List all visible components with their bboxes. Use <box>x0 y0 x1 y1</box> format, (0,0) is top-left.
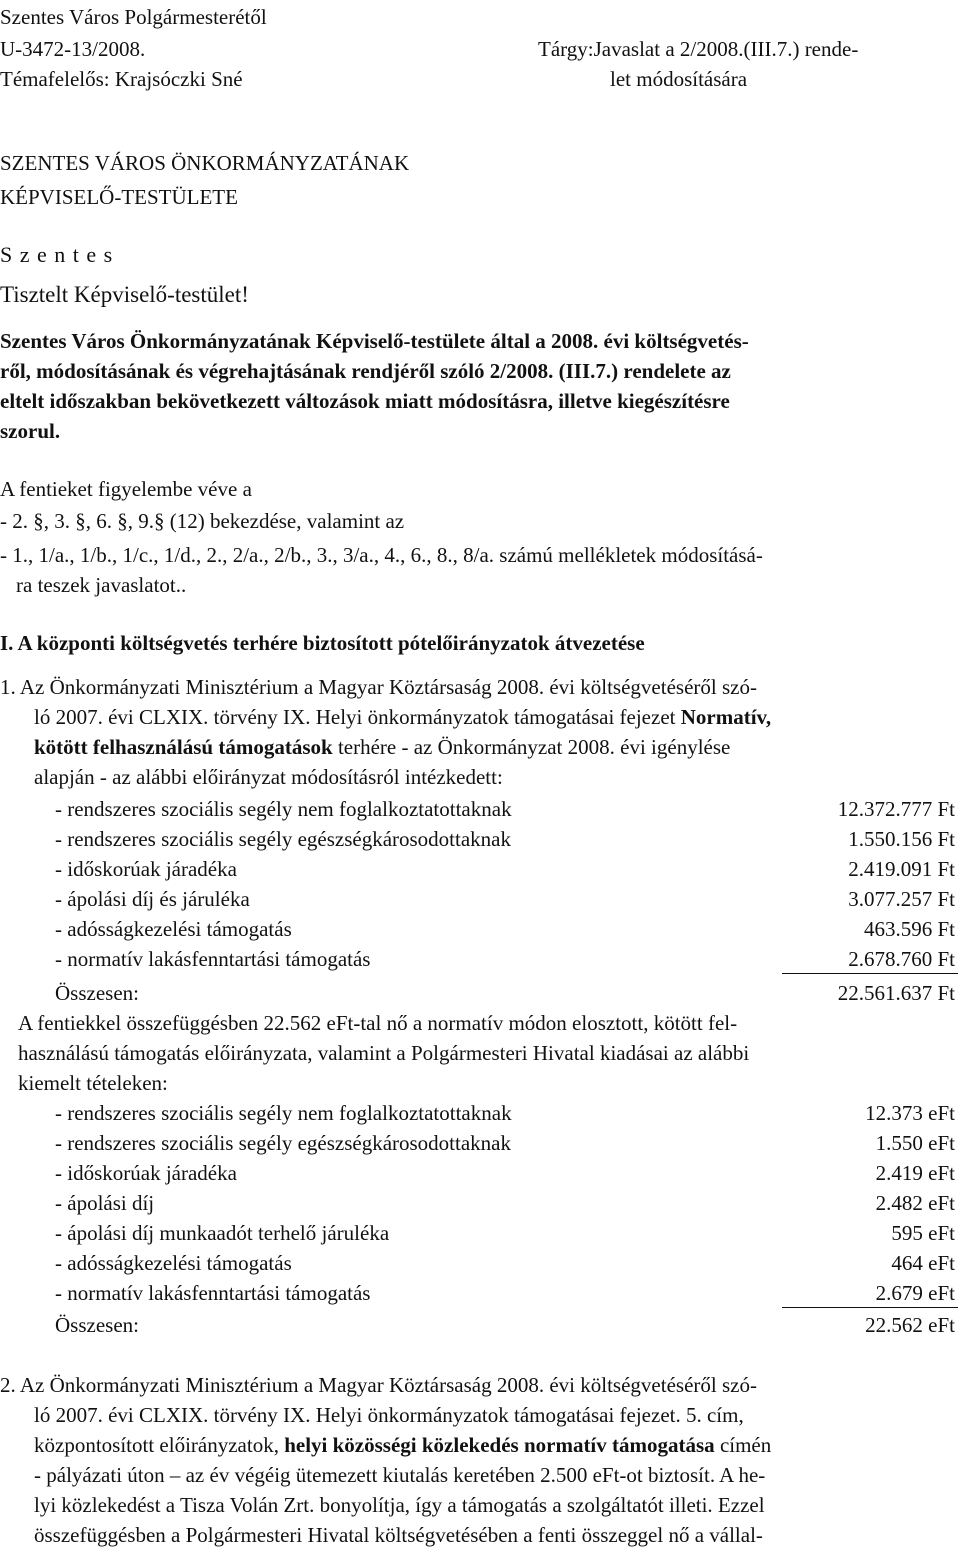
table-row: - ápolási díj 2.482 eFt <box>55 1191 955 1215</box>
section-1-paragraph-line-3: kötött felhasználású támogatások terhére - az Önkormányzat 2008. évi igénylése <box>34 735 731 759</box>
intro-line-4: szorul. <box>0 419 61 443</box>
subject-line-1: Tárgy:Javaslat a 2/2008.(III.7.) rende- <box>538 37 859 61</box>
considering-line-2: - 2. §, 3. §, 6. §, 9.§ (12) bekezdése, valamint az <box>0 509 405 533</box>
section-2-line-2: ló 2007. évi CLXIX. törvény IX. Helyi önkormányzatok támogatásai fejezet. 5. cím, <box>34 1403 744 1427</box>
intro-line-2: ről, módosításának és végrehajtásának rendjéről szóló 2/2008. (III.7.) rendelete az <box>0 359 731 383</box>
intro-line-3: eltelt időszakban bekövetkezett változások miatt módosításra, illetve kiegészítésre <box>0 389 730 413</box>
addressee-city: S z e n t e s <box>0 242 114 267</box>
table-row: - időskorúak járadéka 2.419.091 Ft <box>55 857 955 881</box>
section-1-paragraph-2-line-2: használású támogatás előirányzata, valamint a Polgármesteri Hivatal kiadásai az alábbi <box>18 1041 750 1065</box>
intro-line-1: Szentes Város Önkormányzatának Képviselő-testülete által a 2008. évi költségvetés- <box>0 329 749 353</box>
considering-line-4: ra teszek javaslatot.. <box>16 573 187 597</box>
section-1-paragraph-2-line-3: kiemelt tételeken: <box>18 1071 168 1095</box>
issuer: Szentes Város Polgármesterétől <box>0 5 267 29</box>
section-1-paragraph-line-4: alapján - az alábbi előirányzat módosításról intézkedett: <box>34 765 503 789</box>
section-2-line-5: lyi közlekedést a Tisza Volán Zrt. bonyolítja, így a támogatás a szolgáltatót illeti. Ezzel <box>34 1493 765 1517</box>
table-row: - időskorúak járadéka 2.419 eFt <box>55 1161 955 1185</box>
salutation: Tisztelt Képviselő-testület! <box>0 282 249 307</box>
reference-number: U-3472-13/2008. <box>0 37 146 61</box>
section-2-line-4: - pályázati úton – az év végéig ütemezett kiutalás keretében 2.500 eFt-ot biztosít. A he- <box>34 1463 766 1487</box>
sum-divider <box>782 973 958 974</box>
section-2-line-6: összefüggésben a Polgármesteri Hivatal költségvetésében a fenti összeggel nő a vállal- <box>34 1523 763 1547</box>
table-row: - adósságkezelési támogatás 463.596 Ft <box>55 917 955 941</box>
table-row: - rendszeres szociális segély egészségkárosodottaknak 1.550 eFt <box>55 1131 955 1155</box>
considering-line-3: - 1., 1/a., 1/b., 1/c., 1/d., 2., 2/a., 2/b., 3., 3/a., 4., 6., 8., 8/a. számú mellékletek módosításá- <box>0 543 763 567</box>
addressee-line-1: SZENTES VÁROS ÖNKORMÁNYZATÁNAK <box>0 151 410 175</box>
considering-line-1: A fentieket figyelembe véve a <box>0 477 252 501</box>
section-1-paragraph-2-line-1: A fentiekkel összefüggésben 22.562 eFt-tal nő a normatív módon elosztott, kötött fel- <box>18 1011 738 1035</box>
section-1-heading: I. A központi költségvetés terhére biztosított pótelőirányzatok átvezetése <box>0 631 645 655</box>
table-row: - ápolási díj munkaadót terhelő járuléka 595 eFt <box>55 1221 955 1245</box>
section-1-paragraph-line-2: ló 2007. évi CLXIX. törvény IX. Helyi önkormányzatok támogatásai fejezet Normatív, <box>34 705 772 729</box>
table-row: - rendszeres szociális segély nem foglalkoztatottaknak 12.373 eFt <box>55 1101 955 1125</box>
section-1-paragraph-line-1: 1. Az Önkormányzati Minisztérium a Magyar Köztársaság 2008. évi költségvetéséről szó- <box>0 675 757 699</box>
table-row: - rendszeres szociális segély nem foglalkoztatottaknak 12.372.777 Ft <box>55 797 955 821</box>
responsible-person: Témafelelős: Krajsóczki Sné <box>0 67 243 91</box>
table-row: - rendszeres szociális segély egészségkárosodottaknak 1.550.156 Ft <box>55 827 955 851</box>
total-row: Összesen: 22.561.637 Ft <box>55 981 955 1005</box>
total-row: Összesen: 22.562 eFt <box>55 1313 955 1337</box>
table-row: - ápolási díj és járuléka 3.077.257 Ft <box>55 887 955 911</box>
table-row: - normatív lakásfenntartási támogatás 2.679 eFt <box>55 1281 955 1305</box>
table-row: - adósságkezelési támogatás 464 eFt <box>55 1251 955 1275</box>
section-2-line-1: 2. Az Önkormányzati Minisztérium a Magyar Köztársaság 2008. évi költségvetéséről szó- <box>0 1373 757 1397</box>
subject-line-2: let módosítására <box>610 67 748 91</box>
sum-divider <box>782 1307 958 1308</box>
addressee-line-2: KÉPVISELŐ-TESTÜLETE <box>0 185 238 209</box>
table-row: - normatív lakásfenntartási támogatás 2.678.760 Ft <box>55 947 955 971</box>
section-2-line-3: központosított előirányzatok, helyi közösségi közlekedés normatív támogatása címén <box>34 1433 772 1457</box>
